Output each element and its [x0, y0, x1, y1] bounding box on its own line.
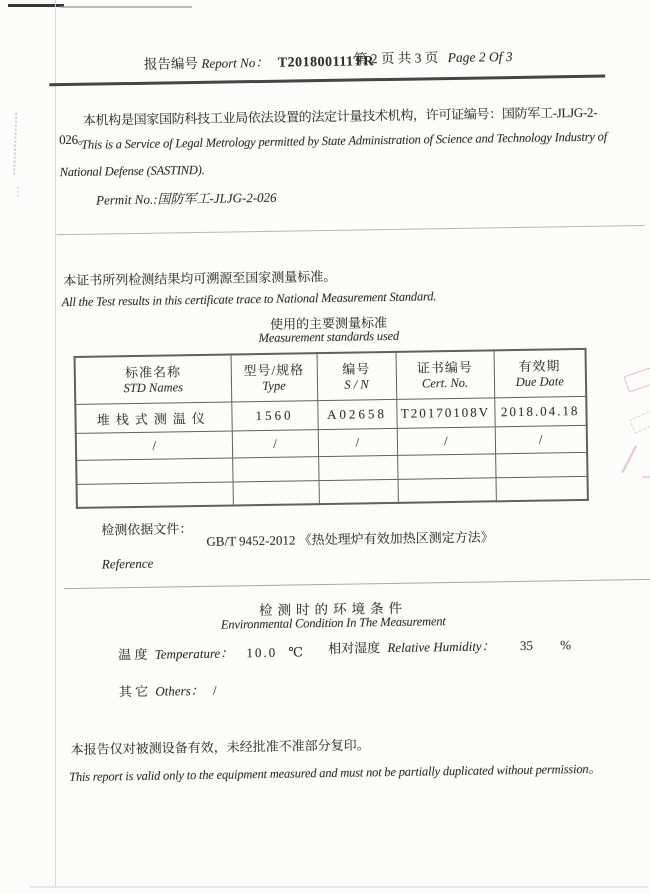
col-header-cn: 编号 — [342, 361, 371, 377]
col-header-en: S / N — [344, 377, 369, 392]
cell-cert-no — [398, 478, 496, 503]
col-header-en: STD Names — [123, 380, 184, 396]
cell-cert-no: / — [397, 427, 495, 456]
intro-paragraph-en-line2: National Defense (SASTIND). — [59, 162, 205, 180]
report-no-value: T201800111TR — [277, 54, 375, 71]
env-title-en: Environmental Condition In The Measurement — [220, 614, 446, 632]
env-title-cn: 检测时的环境条件 — [258, 600, 408, 619]
reference-label-en: Reference — [101, 555, 154, 572]
page-indicator-en: Page 2 Of 3 — [447, 49, 513, 66]
cell-std-name — [77, 482, 233, 508]
validity-statement-en: This report is valid only to the equipment measured and must not be partially duplicated without permission。 — [69, 761, 601, 785]
stamp-fragment — [642, 476, 650, 478]
temperature-value: 10.0 — [246, 644, 278, 661]
table-header-row — [75, 349, 587, 405]
cell-sn: A02658 — [317, 399, 396, 429]
cell-due-date: 2018.04.18 — [494, 396, 586, 426]
permit-no-line: Permit No.:国防军工-JLJG-2-026 — [95, 189, 277, 208]
humidity-label-en: Relative Humidity： — [387, 638, 495, 656]
cell-cert-no — [397, 454, 495, 480]
page-indicator — [354, 45, 513, 67]
validity-statement-cn: 本报告仅对被测设备有效，未经批准不准部分复印。 — [70, 737, 370, 758]
stamp-fragment — [622, 445, 637, 473]
cell-type — [232, 457, 318, 482]
section-divider-bottom — [64, 579, 650, 589]
humidity-value: 35 — [519, 637, 533, 653]
col-header-cn: 有效期 — [518, 358, 561, 374]
cell-sn: / — [318, 428, 397, 456]
stamp-fragment — [629, 410, 650, 434]
cell-type — [233, 481, 319, 506]
reference-value: GB/T 9452-2012 《热处理炉有效加热区测定方法》 — [206, 529, 494, 549]
cell-sn — [318, 455, 397, 480]
others-label-en: Others： — [155, 682, 204, 699]
col-header-en: Due Date — [515, 374, 564, 389]
humidity-label-cn: 相对湿度 — [328, 640, 381, 656]
cell-sn — [319, 479, 398, 504]
traceability-en: All the Test results in this certificate trace to National Measurement Standard. — [61, 289, 437, 310]
section-divider-top — [57, 225, 645, 235]
cell-std-name: / — [76, 431, 232, 460]
col-header-en: Cert. No. — [421, 375, 469, 391]
page-indicator-cn: 第 2 页 共 3 页 — [353, 50, 439, 67]
intro-paragraph-cn: 本机构是国家国防科技工业局依法设置的法定计量技术机构，许可证编号：国防军工-JLJG-2-026。 — [59, 104, 598, 148]
cell-cert-no: T20170108V — [396, 398, 494, 429]
humidity-unit: % — [560, 637, 572, 653]
cell-std-name: 堆栈式测温仪 — [75, 402, 231, 433]
col-header-cn: 证书编号 — [416, 359, 473, 376]
cell-due-date — [495, 452, 587, 477]
others-value: / — [212, 682, 217, 698]
traceability-cn: 本证书所列检测结果均可溯源至国家测量标准。 — [63, 268, 337, 289]
cell-type: / — [232, 430, 318, 458]
col-header-cn: 标准名称 — [124, 364, 182, 381]
standards-table-title-en: Measurement standards used — [258, 328, 400, 346]
temperature-label-cn: 温 度 — [118, 646, 148, 663]
others-label-cn: 其 它 — [118, 683, 149, 700]
margin-ink-mark — [13, 113, 26, 175]
margin-ink-mark-small — [17, 187, 25, 197]
red-stamp-bleedthrough — [617, 358, 650, 489]
cell-due-date — [496, 476, 588, 501]
col-header-due-date — [494, 349, 587, 398]
cell-type: 1560 — [231, 401, 317, 431]
humidity-line — [328, 634, 571, 657]
col-header-type — [231, 353, 318, 402]
temperature-label-en: Temperature： — [154, 645, 234, 662]
others-line — [119, 680, 217, 701]
measurement-standards-table — [74, 348, 589, 509]
temperature-unit: ℃ — [288, 644, 304, 660]
report-no-label-cn: 报告编号 — [143, 55, 199, 72]
report-number-line — [144, 49, 374, 74]
header-rule — [49, 75, 605, 87]
intro-paragraph-en-line1: This is a Service of Legal Metrology permitted by State Administration of Science and Technology Industry of — [81, 129, 608, 152]
col-header-cert-no — [396, 350, 495, 399]
cell-due-date: / — [495, 425, 587, 453]
col-header-sn — [317, 352, 397, 401]
col-header-std-names — [75, 354, 232, 404]
stamp-fragment — [623, 367, 650, 392]
col-header-en: Type — [262, 378, 286, 393]
standards-table-title-cn: 使用的主要测量标准 — [269, 315, 388, 332]
reference-label-cn: 检测依据文件： — [101, 521, 193, 538]
report-no-label-en: Report No： — [201, 54, 269, 71]
temperature-line — [118, 641, 303, 663]
cell-std-name — [76, 458, 232, 484]
col-header-cn: 型号/规格 — [243, 362, 305, 379]
